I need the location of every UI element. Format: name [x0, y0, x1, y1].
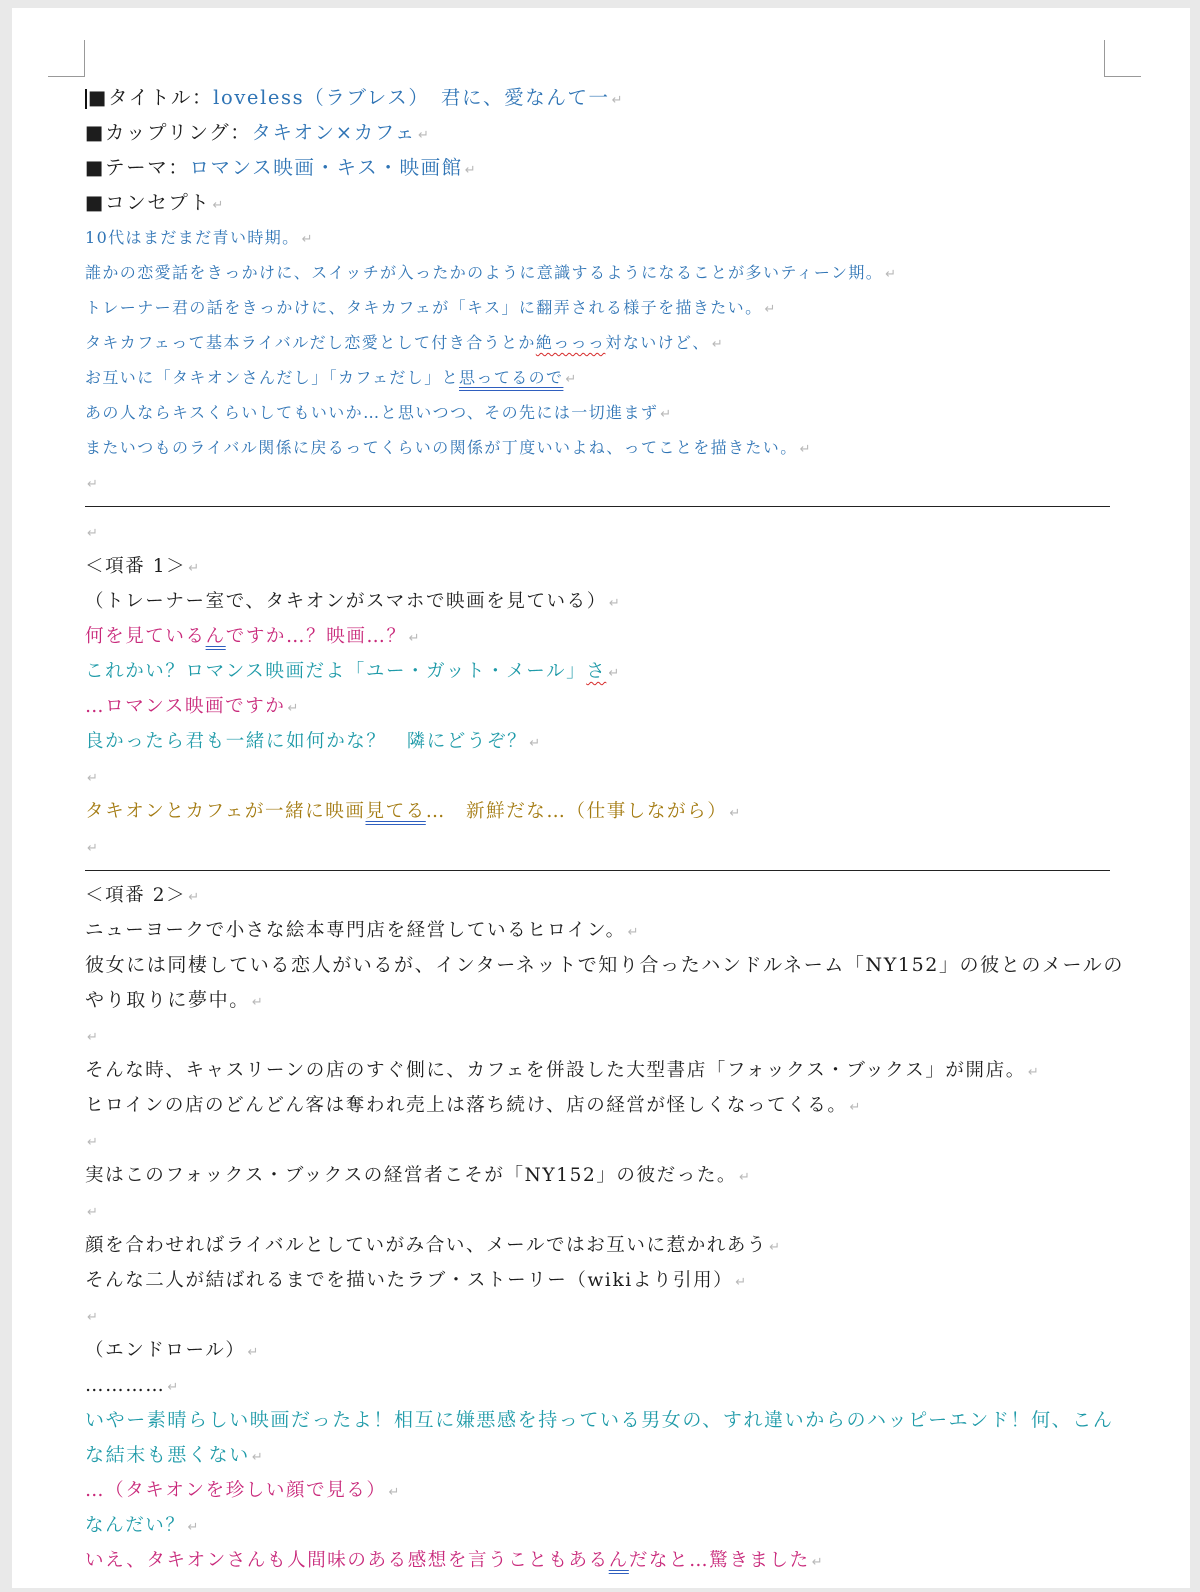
document-body[interactable]: [85, 80, 1125, 1578]
grammar-underline[interactable]: 見てる: [365, 801, 426, 822]
theme-label: ■テーマ：: [85, 156, 190, 179]
paragraph-mark-icon: ↵: [739, 1170, 750, 1185]
paragraph-mark-icon: ↵: [529, 736, 541, 751]
paragraph-mark-icon: ↵: [608, 666, 620, 681]
paragraph-mark-icon: ↵: [87, 1030, 98, 1045]
title-label: ■タイトル：: [88, 86, 214, 109]
concept-line: お互いに「タキオンさんだし」「カフェだし」と思ってるので ↵: [85, 368, 577, 387]
crop-mark-top-right: [1104, 40, 1141, 77]
text-cursor: [85, 89, 87, 109]
paragraph-mark-icon: ↵: [811, 1555, 823, 1570]
section-heading: ＜項番 2＞ ↵: [85, 885, 200, 906]
horizontal-rule: [85, 506, 1110, 507]
paragraph-mark-icon: ↵: [87, 771, 98, 786]
empty-paragraph: [85, 1193, 1125, 1228]
concept-line: 誰かの恋愛話をきっかけに、スイッチが入ったかのように意識するようになることが多いティーン期。 ↵: [85, 263, 897, 282]
synopsis-line: 実はこのフォックス・ブックスの経営者こそが「NY152」の彼だった。 ↵: [85, 1165, 750, 1186]
coupling-value: タキオン×カフェ: [251, 121, 417, 144]
paragraph-mark-icon: ↵: [418, 128, 429, 143]
paragraph-mark-icon: ↵: [735, 1275, 747, 1290]
paragraph-mark-icon: ↵: [87, 841, 98, 856]
paragraph-mark-icon: ↵: [408, 631, 420, 646]
paragraph-mark-icon: ↵: [1027, 1065, 1039, 1080]
cafe-dialogue: 何を見ているんですか…？映画…？ ↵: [85, 626, 420, 647]
paragraph-mark-icon: ↵: [729, 806, 741, 821]
stage-direction: （トレーナー室で、タキオンがスマホで映画を見ている） ↵: [85, 591, 620, 612]
paragraph-mark-icon: ↵: [167, 1380, 179, 1395]
cafe-dialogue: …（タキオンを珍しい顔で見る） ↵: [85, 1480, 400, 1501]
crop-mark-top-left: [48, 40, 85, 77]
concept-heading: [85, 185, 1125, 220]
synopsis-line: 彼女には同棲している恋人がいるが、インターネットで知り合ったハンドルネーム「NY152」の彼とのメールのやり取りに夢中。 ↵: [85, 954, 1124, 1011]
grammar-underline[interactable]: 思ってるので: [459, 368, 564, 387]
empty-paragraph: [85, 1018, 1125, 1053]
concept-line: タキカフェって基本ライバルだし恋愛として付き合うとか絶っっっ対ないけど、 ↵: [85, 333, 723, 352]
paragraph-mark-icon: ↵: [565, 372, 577, 387]
synopsis-line: ニューヨークで小さな絵本専門店を経営しているヒロイン。 ↵: [85, 920, 639, 941]
theme-value: ロマンス映画・キス・映画館: [189, 156, 463, 179]
grammar-underline[interactable]: ん: [205, 626, 226, 647]
empty-paragraph: [85, 759, 1125, 794]
paragraph-mark-icon: ↵: [87, 1205, 98, 1220]
synopsis-line: そんな二人が結ばれるまでを描いたラブ・ストーリー（wikiより引用） ↵: [85, 1270, 747, 1291]
tachyon-dialogue: これかい？ロマンス映画だよ「ユー・ガット・メール」さ ↵: [85, 661, 620, 682]
concept-line: またいつものライバル関係に戻るってくらいの関係が丁度いいよね、ってことを描きたい。 ↵: [85, 438, 811, 457]
paragraph-mark-icon: ↵: [849, 1100, 861, 1115]
paragraph-mark-icon: ↵: [799, 442, 811, 457]
empty-paragraph: [85, 514, 1125, 549]
concept-line: トレーナー君の話をきっかけに、タキカフェが「キス」に翻弄される様子を描きたい。 ↵: [85, 298, 776, 317]
paragraph-mark-icon: ↵: [212, 198, 224, 213]
paragraph-mark-icon: ↵: [188, 890, 200, 905]
paragraph-mark-icon: ↵: [885, 267, 897, 282]
paragraph-mark-icon: ↵: [188, 561, 200, 576]
paragraph-mark-icon: ↵: [247, 1345, 259, 1360]
tachyon-dialogue: なんだい？ ↵: [85, 1515, 199, 1536]
title-value: loveless（ラブレス） 君に、愛なんて一: [213, 86, 610, 109]
empty-paragraph: [85, 1298, 1125, 1333]
paragraph-mark-icon: ↵: [627, 925, 639, 940]
paragraph-mark-icon: ↵: [769, 1240, 781, 1255]
document-page: [12, 8, 1190, 1588]
section-heading: ＜項番 1＞ ↵: [85, 556, 200, 577]
cafe-dialogue: …ロマンス映画ですか ↵: [85, 696, 299, 717]
coupling-label: ■カップリング：: [85, 121, 252, 144]
synopsis-line: そんな時、キャスリーンの店のすぐ側に、カフェを併設した大型書店「フォックス・ブックス」が開店。 ↵: [85, 1060, 1039, 1081]
paragraph-mark-icon: ↵: [287, 701, 299, 716]
trainer-dialogue: タキオンとカフェが一緒に映画見てる… 新鮮だな…（仕事しながら） ↵: [85, 801, 741, 822]
horizontal-rule: [85, 870, 1110, 871]
paragraph-mark-icon: ↵: [464, 163, 476, 178]
paragraph-mark-icon: ↵: [660, 407, 672, 422]
paragraph-mark-icon: ↵: [711, 337, 723, 352]
empty-paragraph: [85, 1123, 1125, 1158]
spellcheck-underline[interactable]: 絶っっっ: [535, 333, 606, 352]
paragraph-mark-icon: ↵: [251, 1450, 263, 1465]
paragraph-mark-icon: ↵: [388, 1485, 400, 1500]
paragraph-mark-icon: ↵: [301, 232, 313, 247]
empty-paragraph: [85, 829, 1125, 864]
paragraph-mark-icon: ↵: [87, 526, 98, 541]
paragraph-mark-icon: ↵: [87, 477, 98, 492]
paragraph-mark-icon: ↵: [87, 1310, 98, 1325]
concept-label: ■コンセプト: [85, 191, 211, 214]
paragraph-mark-icon: ↵: [251, 995, 263, 1010]
paragraph-mark-icon: ↵: [608, 596, 620, 611]
paragraph-mark-icon: ↵: [187, 1520, 199, 1535]
concept-line: あの人ならキスくらいしてもいいか…と思いつつ、その先には一切進まず ↵: [85, 403, 672, 422]
cafe-dialogue: いえ、タキオンさんも人間味のある感想を言うこともあるんだなと…驚きました ↵: [85, 1550, 823, 1571]
title-line: [85, 80, 1125, 115]
synopsis-line: ヒロインの店のどんどん客は奪われ売上は落ち続け、店の経営が怪しくなってくる。 ↵: [85, 1095, 861, 1116]
spellcheck-underline[interactable]: さ: [586, 661, 607, 682]
paragraph-mark-icon: ↵: [764, 302, 776, 317]
concept-line: 10代はまだまだ青い時期。 ↵: [85, 228, 313, 247]
tachyon-dialogue: いやー素晴らしい映画だったよ！相互に嫌悪感を持っている男女の、すれ違いからのハッピーエンド！何、こんな結末も悪くない ↵: [85, 1409, 1114, 1466]
stage-direction: （エンドロール） ↵: [85, 1340, 259, 1361]
empty-paragraph: [85, 465, 1125, 500]
paragraph-mark-icon: ↵: [611, 93, 623, 108]
tachyon-dialogue: 良かったら君も一緒に如何かな？ 隣にどうぞ？ ↵: [85, 731, 541, 752]
paragraph-mark-icon: ↵: [87, 1135, 98, 1150]
synopsis-line: 顔を合わせればライバルとしていがみ合い、メールではお互いに惹かれあう ↵: [85, 1235, 781, 1256]
coupling-line: [85, 115, 1125, 150]
grammar-underline[interactable]: ん: [608, 1550, 629, 1571]
ellipsis-line: ………… ↵: [85, 1375, 179, 1396]
theme-line: [85, 150, 1125, 185]
